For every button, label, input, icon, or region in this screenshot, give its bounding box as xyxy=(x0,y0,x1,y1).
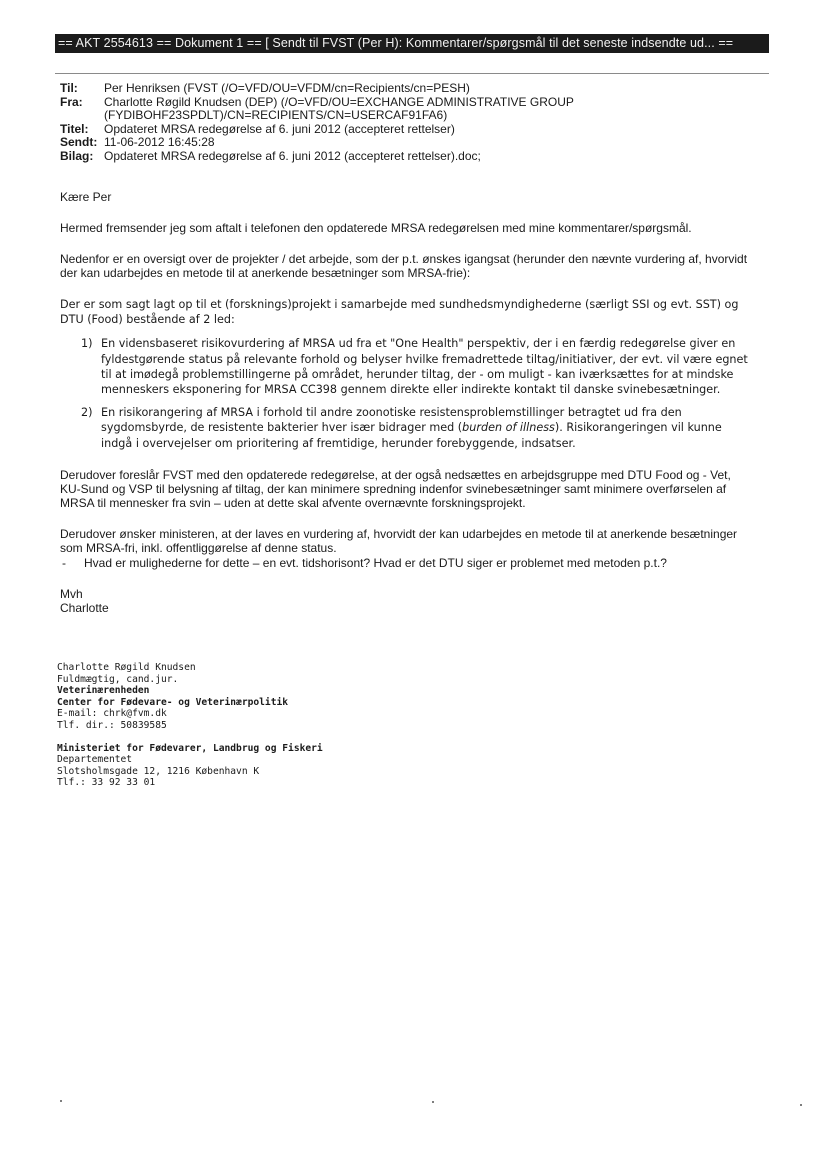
bullet-item xyxy=(60,556,750,570)
sent-row xyxy=(60,136,760,150)
scan-speck xyxy=(432,1101,434,1103)
signature-gap xyxy=(57,732,323,743)
paragraph-project: Der er som sagt lagt op til et (forsknings)projekt i samarbejde med sundhedsmyndighederne (særligt SSI og evt. SST) og DTU (Food) bestående af 2 led: xyxy=(60,298,739,327)
email-body xyxy=(60,190,750,615)
paragraph-overview: Nedenfor er en oversigt over de projekter / det arbejde, som der p.t. ønskes igangsat (herunder den nævnte vurdering af, hvorvidt der kan udarbejdes en metode til at anerkende besætninger som MRSA-frie): xyxy=(60,252,748,280)
signature-address: Slotsholmsgade 12, 1216 København K xyxy=(57,765,260,777)
project-list xyxy=(60,336,750,450)
list-item xyxy=(60,405,750,451)
signature-unit: Veterinærenheden xyxy=(57,685,150,697)
from-value-line-1: Charlotte Røgild Knudsen (DEP) (/O=VFD/OU=EXCHANGE ADMINISTRATIVE GROUP xyxy=(104,94,574,109)
to-label: Til: xyxy=(60,81,78,95)
to-value: Per Henriksen (FVST (/O=VFD/OU=VFDM/cn=Recipients/cn=PESH) xyxy=(104,81,470,95)
from-row xyxy=(60,96,760,123)
list-item-text-b: ). Risikorangeringen vil kunne indgå i overvejelser om prioritering af fremtidige, herunder forebyggende, indsatser. xyxy=(101,421,722,450)
list-item-text-a: En risikorangering af MRSA i forhold til andre zoonotiske resistensproblemstillinger betragtet ud fra den sygdomsbyrde, de resistente bakterier hver især bidrager med ( xyxy=(101,406,682,435)
signature-ministry: Ministeriet for Fødevarer, Landbrug og Fiskeri xyxy=(57,742,323,754)
attachment-label: Bilag: xyxy=(60,148,94,163)
subject-label: Titel: xyxy=(60,121,89,136)
list-item-emphasis: burden of illness xyxy=(462,421,555,435)
from-value xyxy=(104,96,760,123)
signature-main-phone: Tlf.: 33 92 33 01 xyxy=(57,777,156,789)
subject-value: Opdateret MRSA redegørelse af 6. juni 2012 (accepteret rettelser) xyxy=(104,121,455,136)
to-row xyxy=(60,82,760,96)
signature-phone: Tlf. dir.: 50839585 xyxy=(57,719,167,731)
paragraph-intro: Hermed fremsender jeg som aftalt i telefonen den opdaterede MRSA redegørelsen med mine kommentarer/spørgsmål. xyxy=(60,221,692,235)
list-item-number: 1) xyxy=(81,337,93,351)
subject-row xyxy=(60,123,760,137)
list-item-text: En vidensbaseret risikovurdering af MRSA ud fra et "One Health" perspektiv, der i en færdig redegørelse giver en fyldestgørende status på relevante forhold og belyser hvilke fremadrettede tiltag/initiativer, der evt. vil være egnet til at imødegå problemstillingerne på området, herunder tiltag, der - om muligt - kan iværksættes for at mindske menneskers eksponering for MRSA CC398 gennem direkte eller indirekte kontakt til danske svinebesætninger. xyxy=(101,337,748,397)
signature-title: Fuldmægtig, cand.jur. xyxy=(57,673,179,685)
signature-block xyxy=(57,662,323,789)
signature-center: Center for Fødevare- og Veterinærpolitik xyxy=(57,696,289,708)
closing: Mvh xyxy=(60,586,83,601)
header-divider xyxy=(55,73,769,74)
paragraph-minister: Derudover ønsker ministeren, at der laves en vurdering af, hvorvidt der kan udarbejdes en metode til at anerkende besætninger som MRSA-fri, inkl. offentliggørelse af denne status. xyxy=(60,526,738,555)
greeting: Kære Per xyxy=(60,190,112,204)
signature-email: E-mail: chrk@fvm.dk xyxy=(57,708,167,720)
signature-name: Charlotte Røgild Knudsen xyxy=(57,662,196,673)
list-item xyxy=(60,336,750,397)
paragraph-workgroup: Derudover foreslår FVST med den opdaterede redegørelse, at der også nedsættes en arbejdsgruppe med DTU Food og - Vet, KU-Sund og VSP til belysning af tiltag, der kan minimere spredning indenfor svinebesætninger samt minimere overførselen af MRSA til mennesker fra svin – uden at dette skal afvente overnævnte forskningsprojekt. xyxy=(60,467,731,510)
attachment-value: Opdateret MRSA redegørelse af 6. juni 2012 (accepteret rettelser).doc; xyxy=(104,148,481,163)
from-value-line-2: (FYDIBOHF23SPDLT)/CN=RECIPIENTS/CN=USERCAF91FA6) xyxy=(104,108,448,122)
sent-label: Sendt: xyxy=(60,135,98,149)
bullet-mark: - xyxy=(62,555,66,570)
document-banner: == AKT 2554613 == Dokument 1 == [ Sendt til FVST (Per H): Kommentarer/spørgsmål til det seneste indsendte ud... == xyxy=(55,34,769,53)
signature-dept: Departementet xyxy=(57,754,133,766)
scan-speck xyxy=(60,1100,62,1102)
scan-speck xyxy=(800,1104,802,1106)
from-label: Fra: xyxy=(60,94,83,109)
list-item-number: 2) xyxy=(81,406,93,420)
email-header xyxy=(60,82,760,163)
closing-name: Charlotte xyxy=(60,600,109,615)
attachment-row xyxy=(60,150,760,164)
sent-value: 11-06-2012 16:45:28 xyxy=(104,135,215,149)
bullet-text: Hvad er mulighederne for dette – en evt. tidshorisont? Hvad er det DTU siger er problemet med metoden p.t.? xyxy=(84,555,667,570)
